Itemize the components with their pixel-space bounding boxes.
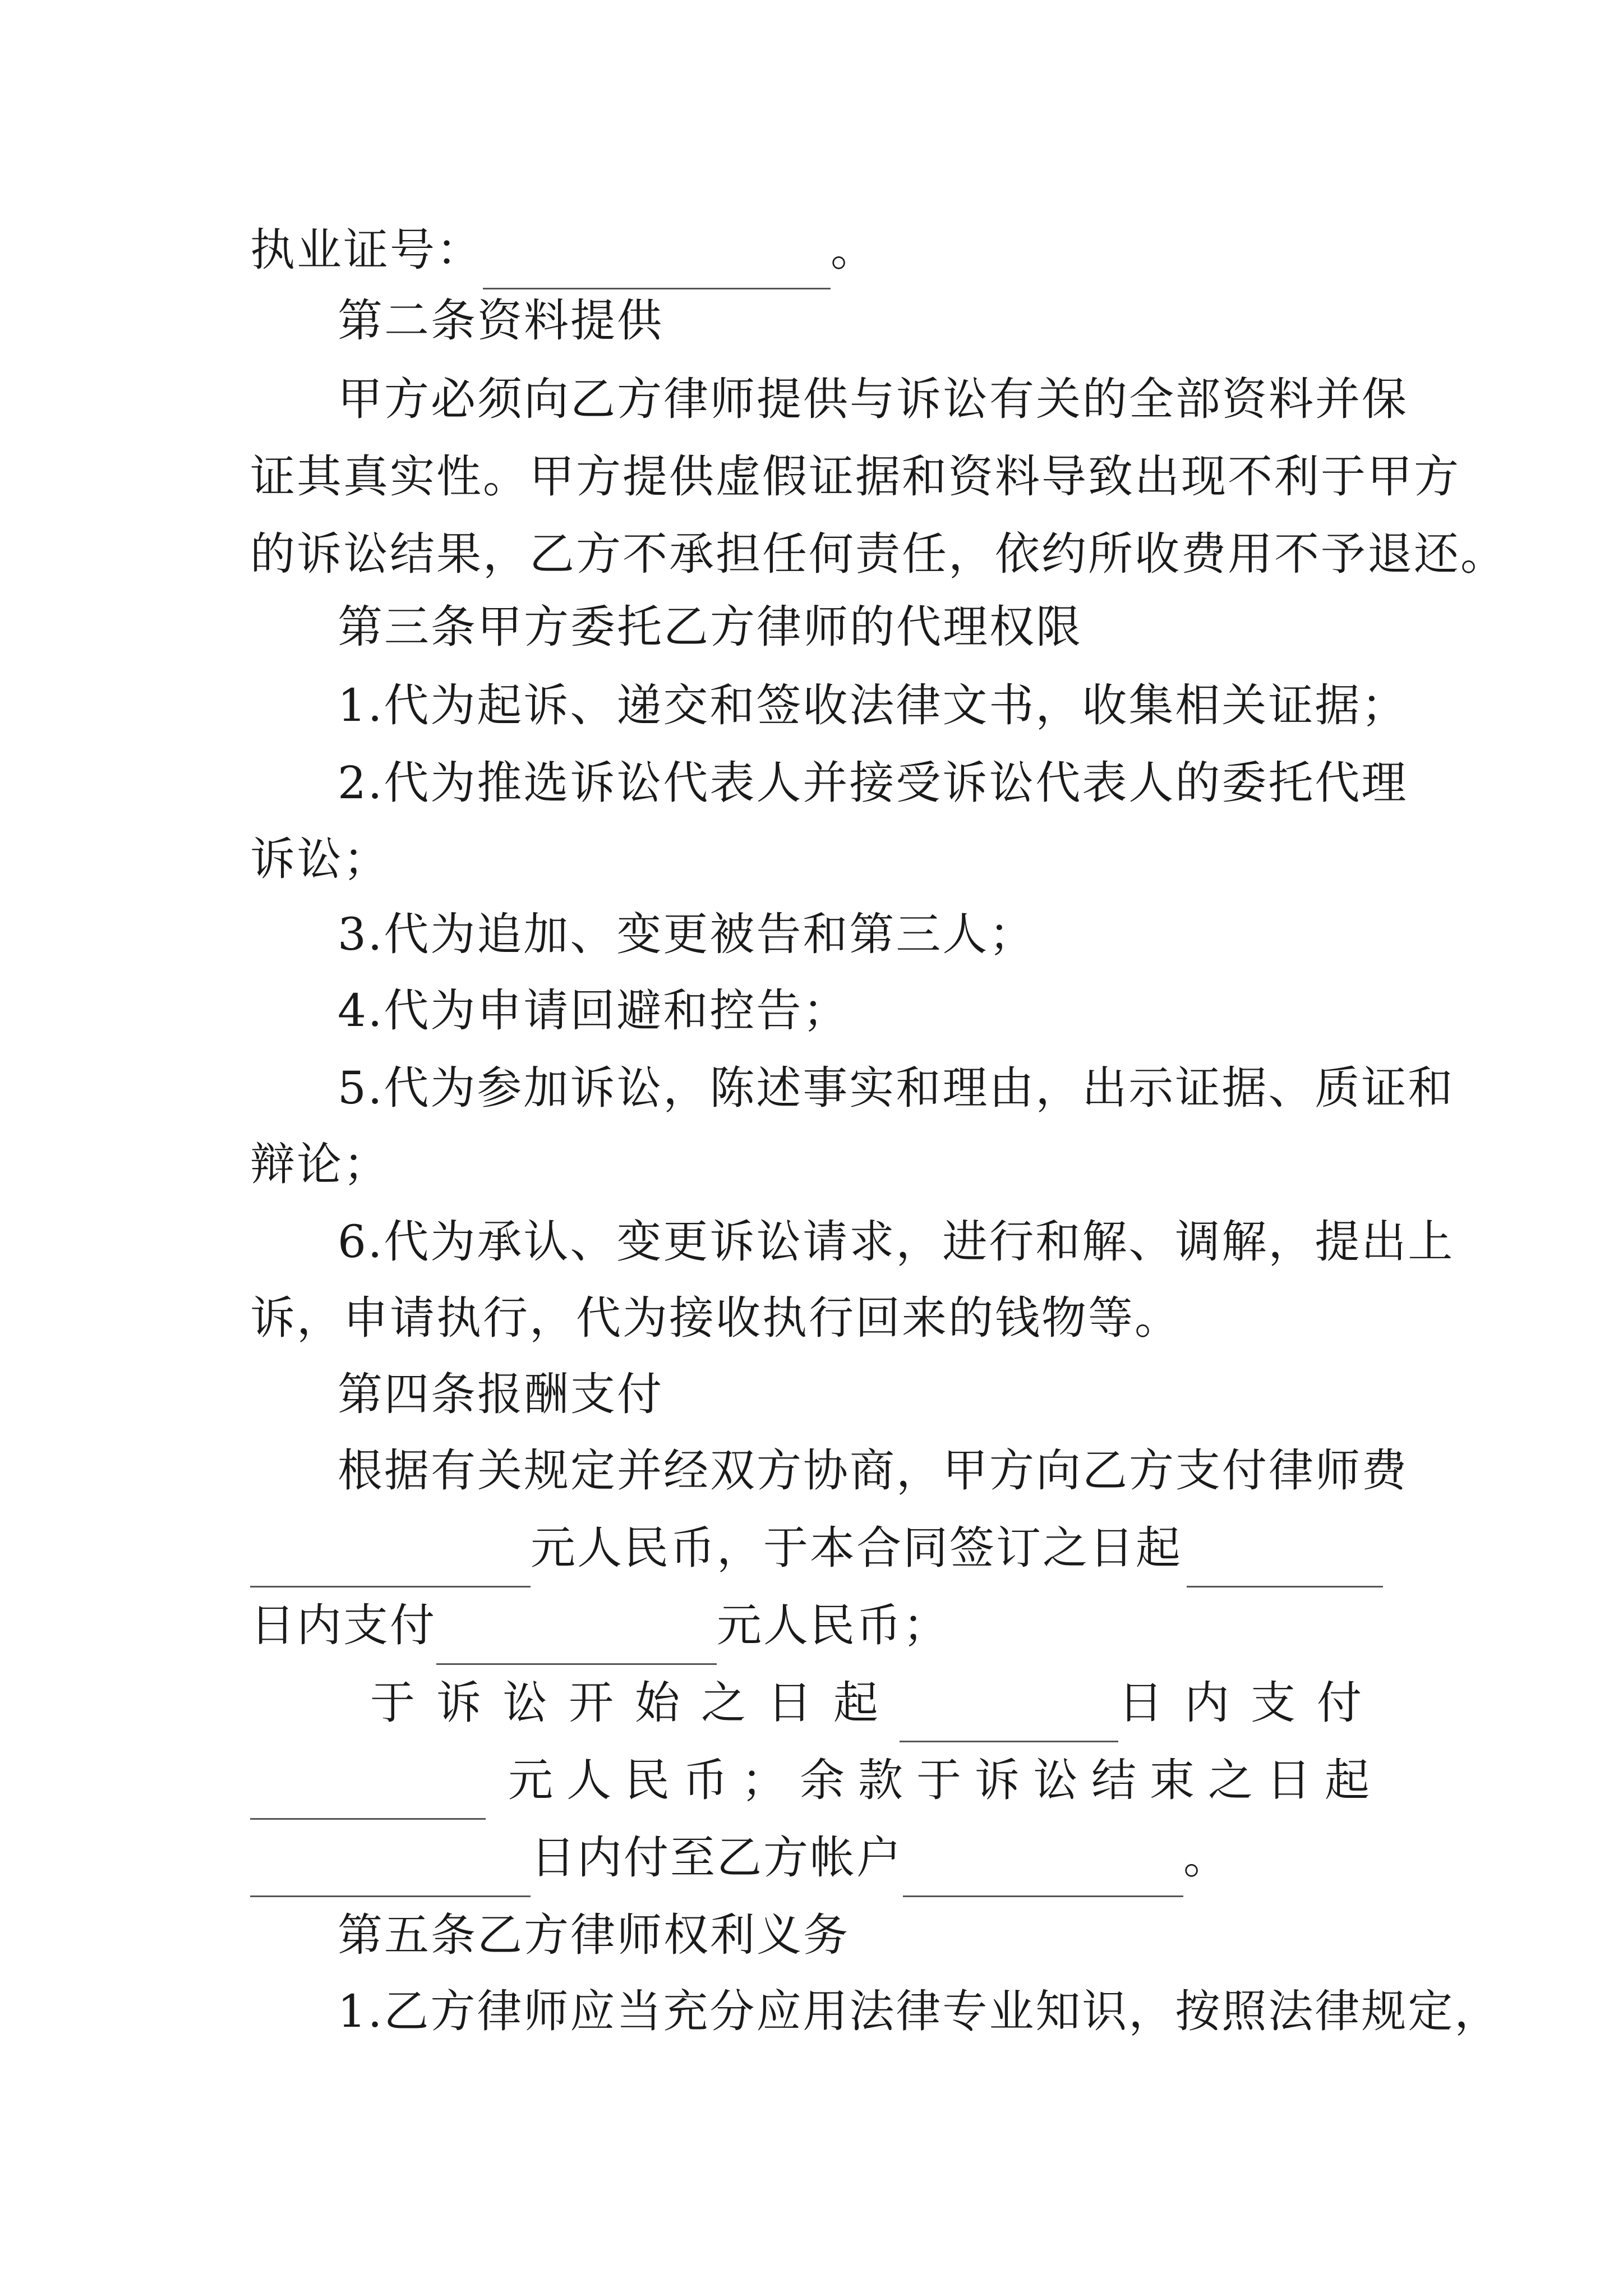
article-4-paragraph-line-3 [250, 1586, 1383, 1665]
article-3-title: 第三条甲方委托乙方律师的代理权限 [338, 601, 1082, 653]
article-3-item-4: 4.代为申请回避和控告； [338, 984, 850, 1037]
license-number-label: 执业证号： [250, 224, 483, 276]
article-3-item-5-line-1: 5.代为参加诉讼，陈述事实和理由，出示证据、质证和 [338, 1062, 1455, 1114]
article-4-line-6-end: 。 [1183, 1832, 1230, 1884]
balance-payment-days-blank [250, 1844, 531, 1897]
article-4-line-2-text: 元人民币，于本合同签订之日起 [531, 1522, 1182, 1574]
article-4-paragraph-line-4 [370, 1664, 1383, 1742]
article-5-item-1: 1.乙方律师应当充分应用法律专业知识，按照法律规定， [338, 1985, 1501, 2037]
second-payment-days-blank [900, 1689, 1118, 1742]
article-2-paragraph-line-1: 甲方必须向乙方律师提供与诉讼有关的全部资料并保 [338, 373, 1408, 425]
article-3-item-2-line-2: 诉讼； [250, 833, 390, 885]
article-4-line-4-text-a: 于诉讼开始之日起 [370, 1677, 900, 1729]
license-number-line [250, 211, 1383, 289]
article-4-line-6-text: 日内付至乙方帐户 [531, 1832, 903, 1884]
first-payment-days-blank [1187, 1534, 1383, 1588]
article-3-item-5-line-2: 辩论； [250, 1138, 390, 1190]
article-5-title: 第五条乙方律师权利义务 [338, 1909, 850, 1961]
article-4-paragraph-line-6 [250, 1819, 1383, 1897]
article-4-line-3-text-b: 元人民币； [717, 1599, 949, 1651]
article-2-title: 第二条资料提供 [338, 295, 663, 347]
article-2-paragraph-line-2: 证其真实性。甲方提供虚假证据和资料导致出现不利于甲方 [250, 450, 1460, 503]
article-3-item-6-line-2: 诉，申请执行，代为接收执行回来的钱物等。 [250, 1292, 1181, 1344]
article-2-paragraph-line-3: 的诉讼结果，乙方不承担任何责任，依约所收费用不予退还。 [250, 528, 1507, 580]
article-3-item-2-line-1: 2.代为推选诉讼代表人并接受诉讼代表人的委托代理 [338, 757, 1408, 809]
article-4-paragraph-line-1: 根据有关规定并经双方协商，甲方向乙方支付律师费 [338, 1444, 1408, 1497]
article-4-title: 第四条报酬支付 [338, 1368, 663, 1420]
article-4-paragraph-line-5 [250, 1741, 1383, 1820]
article-3-item-3: 3.代为追加、变更被告和第三人； [338, 908, 1036, 960]
party-b-account-blank [903, 1844, 1183, 1897]
article-3-item-6-line-1: 6.代为承认、变更诉讼请求，进行和解、调解，提出上 [338, 1216, 1455, 1268]
article-3-item-1: 1.代为起诉、递交和签收法律文书，收集相关证据； [338, 679, 1408, 731]
second-payment-amount-blank [250, 1766, 486, 1820]
license-number-end: 。 [831, 224, 877, 276]
article-4-line-5-text: 元人民币；余款于诉讼结束之日起 [508, 1754, 1383, 1806]
first-payment-amount-blank [436, 1612, 717, 1665]
article-4-line-4-text-b: 日内支付 [1118, 1677, 1383, 1729]
article-4-paragraph-line-2 [250, 1509, 1383, 1588]
article-4-line-3-text-a: 日内支付 [250, 1599, 436, 1651]
fee-total-blank [250, 1534, 531, 1588]
